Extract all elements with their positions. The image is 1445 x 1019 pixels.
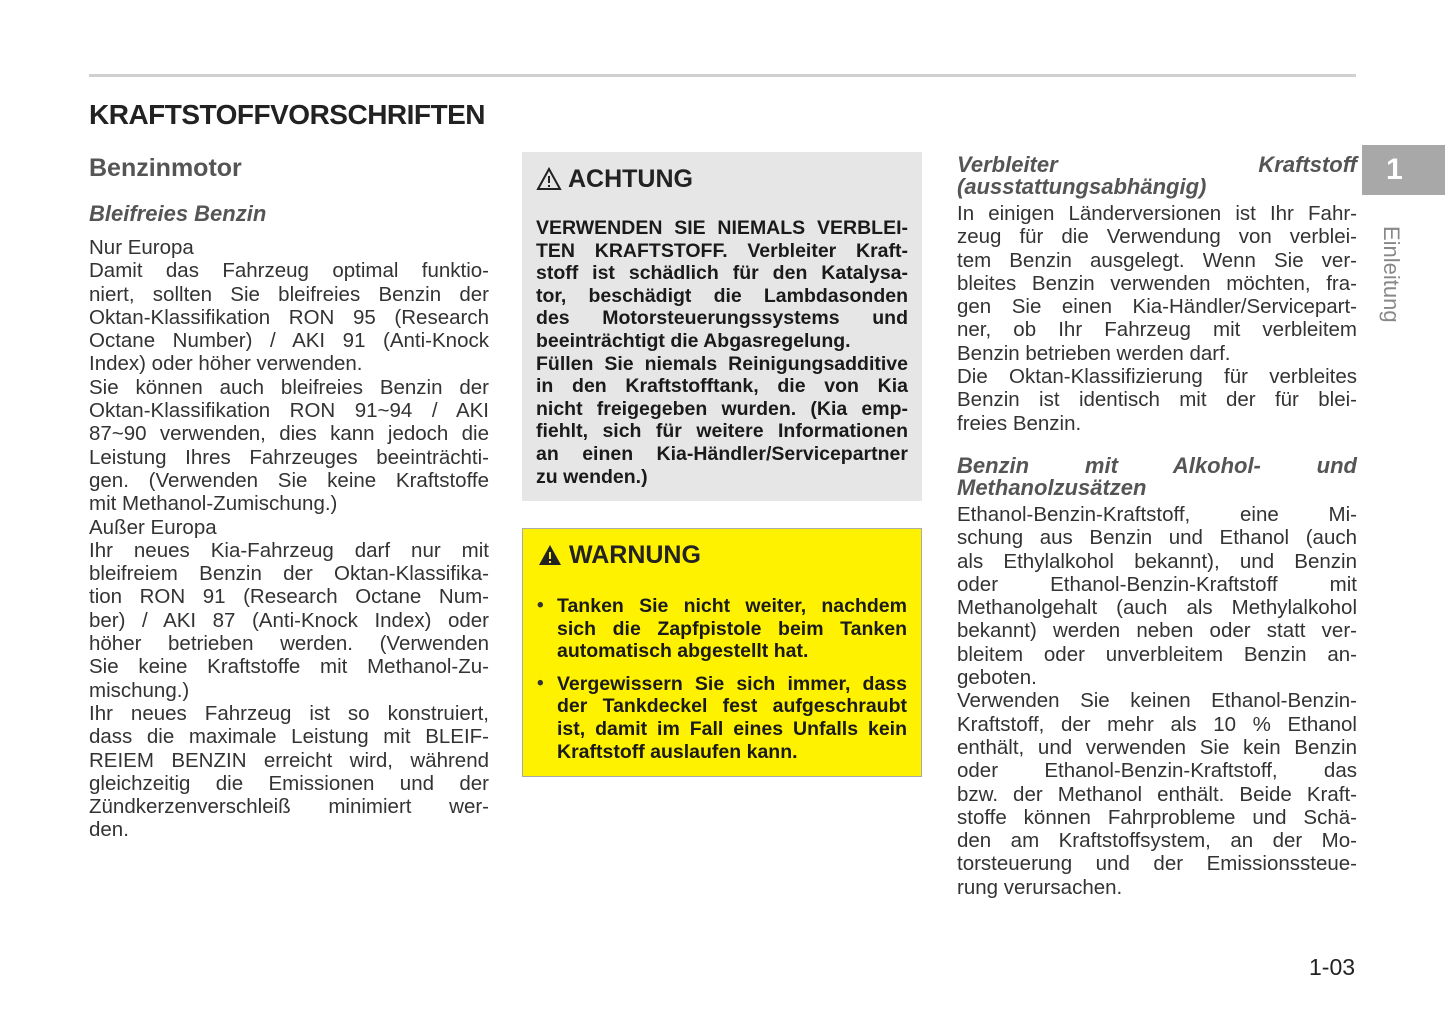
warning-bullet-item [537,595,907,663]
text-line: Benzin ist identisch mit der für blei- [957,388,1357,412]
section-subheading: Benzin mit Alkohol- und [957,452,1357,478]
achtung-title-text: ACHTUNG [568,165,693,193]
paragraph [89,539,489,702]
text-line: Die Oktan-Klassifizierung für verbleites [957,365,1357,389]
text-line: torsteuerung und der Emissionssteue- [957,852,1357,876]
text-line: den. [89,818,129,842]
text-line: Oktan-Klassifikation RON 91~94 / AKI [89,399,489,423]
warnung-title [537,540,907,570]
text-line: • Vergewissern Sie sich immer, dass [557,672,907,695]
page-number: 1-03 [1309,954,1356,980]
section-subheading: Verbleiter Kraftstoff [957,152,1357,177]
warning-filled-icon [537,543,563,567]
text-line: • Tanken Sie nicht weiter, nachdem [557,595,907,617]
text-line: REIEM BENZIN erreicht wird, während [89,748,489,772]
right-section [957,452,1357,899]
text-line: Kraftstoff auslaufen kann. [557,740,798,763]
paragraph [957,365,1357,435]
text-line: stoffe können Fahrprobleme und Schä- [957,805,1357,829]
paragraph [89,236,489,259]
text-line: freies Benzin. [957,411,1082,435]
text-line: bzw. der Methanol enthält. Beide Kraft- [957,782,1357,806]
left-body [89,236,489,842]
paragraph [89,376,489,516]
text-line: tion RON 91 (Research Octane Num- [89,585,489,609]
text-line: geboten. [957,666,1037,690]
text-line: dass die maximale Leistung mit BLEIF- [89,725,489,749]
text-line: automatisch abgestellt hat. [557,640,809,663]
text-line: tem Benzin ausgelegt. Wenn Sie ver- [957,248,1357,272]
text-line: Außer Europa [89,515,217,539]
warnung-title-text: WARNUNG [569,541,701,569]
paragraph [557,673,907,763]
text-line: Ethanol-Benzin-Kraftstoff, eine Mi- [957,502,1357,526]
text-line: gleichzeitig die Emissionen und der [89,771,489,795]
text-line: Kraftstoff, der mehr als 10 % Ethanol [957,712,1357,736]
text-line: bleitem oder unverbleitem Benzin an- [957,642,1357,666]
warnung-box [522,528,922,777]
text-line: Sie können auch bleifreies Benzin der [89,375,489,399]
paragraph [89,259,489,375]
chapter-tab[interactable]: 1 [1362,145,1445,195]
text-line: beeinträchtigt die Abgasregelung. [536,329,851,352]
section-heading: Benzinmotor [89,154,242,182]
section-subheading: Methanolzusätzen [957,474,1147,500]
section-body [957,503,1357,899]
text-line: Oktan-Klassifikation RON 95 (Research [89,305,489,329]
section-subheading: (ausstattungsabhängig) [957,174,1207,199]
text-line: tor, beschädigt die Lambdasonden [536,284,908,307]
text-line: zu wenden.) [536,465,648,488]
text-line: 87~90 verwenden, dies kann jedoch die [89,422,489,446]
chapter-label: Einleitung [1379,226,1404,323]
text-line: mit Methanol-Zumischung.) [89,492,338,516]
page-title: KRAFTSTOFFVORSCHRIFTEN [89,99,486,130]
text-line: gen. (Verwenden Sie keine Kraftstoffe [89,468,489,492]
subheading: Bleifreies Benzin [89,201,267,226]
text-line: ner, ob Ihr Fahrzeug mit verbleitem [957,318,1357,342]
paragraph [89,702,489,842]
text-line: mischung.) [89,678,190,702]
text-line: den am Kraftstoffsystem, an der Mo- [957,829,1357,853]
warning-outline-icon [536,167,562,191]
text-line: Methanolgehalt (auch als Methylalkohol [957,596,1357,620]
text-line: Nur Europa [89,236,194,259]
text-line: zeug für die Verwendung von verblei- [957,225,1357,249]
text-line: Verwenden Sie keinen Ethanol-Benzin- [957,689,1357,713]
text-line: In einigen Länderversionen ist Ihr Fahr- [957,202,1357,225]
left-column [89,153,489,842]
text-line: Damit das Fahrzeug optimal funktio- [89,259,489,283]
text-line: gen Sie einen Kia-Händler/Servicepart- [957,295,1357,319]
text-line: der Tankdeckel fest aufgeschraubt [557,695,907,718]
text-line: bekannt) werden neben oder statt ver- [957,619,1357,643]
text-line: ber) / AKI 87 (Anti-Knock Index) oder [89,608,489,632]
text-line: als Ethylalkohol bekannt), und Benzin [957,549,1357,573]
paragraph [89,516,489,539]
text-line: VERWENDEN SIE NIEMALS VERBLEI- [536,217,908,239]
section-body [957,202,1357,435]
top-rule [89,74,1356,77]
paragraph [957,689,1357,899]
achtung-title [536,164,908,194]
warnung-list [537,595,907,763]
text-line: schung aus Benzin und Ethanol (auch [957,526,1357,550]
text-line: Benzin betrieben werden darf. [957,341,1231,365]
text-line: Zündkerzenverschleiß minimiert wer- [89,795,489,819]
text-line: TEN KRAFTSTOFF. Verbleiter Kraft- [536,239,908,262]
text-line: des Motorsteuerungssystems und [536,307,908,330]
text-line: enthält, und verwenden Sie kein Benzin [957,735,1357,759]
warning-bullet-item [537,673,907,763]
paragraph [957,202,1357,365]
text-line: Index) oder höher verwenden. [89,352,363,376]
text-line: sich die Zapfpistole beim Tanken [557,617,907,640]
text-line: nicht freigegeben wurden. (Kia emp- [536,397,908,420]
text-line: in den Kraftstofftank, die von Kia [536,375,908,398]
text-line: stoff ist schädlich für den Katalysa- [536,262,908,285]
text-line: niert, sollten Sie bleifreies Benzin der [89,282,489,306]
text-line: fiehlt, sich für weitere Informationen [536,420,908,443]
text-line: bleites Benzin verwenden möchten, fra- [957,271,1357,295]
text-line: höher betrieben werden. (Verwenden [89,632,489,656]
paragraph [536,353,908,489]
achtung-box [522,152,922,501]
text-line: oder Ethanol-Benzin-Kraftstoff mit [957,572,1357,596]
paragraph [536,217,908,353]
text-line: Ihr neues Fahrzeug ist so konstruiert, [89,701,489,725]
paragraph [957,503,1357,689]
text-line: Sie keine Kraftstoffe mit Methanol-Zu- [89,655,489,679]
paragraph [557,595,907,663]
text-line: oder Ethanol-Benzin-Kraftstoff, das [957,759,1357,783]
right-section [957,154,1357,435]
text-line: Ihr neues Kia-Fahrzeug darf nur mit [89,538,489,562]
text-line: an einen Kia-Händler/Servicepartner [536,442,908,465]
text-line: Füllen Sie niemals Reinigungsadditive [536,352,908,375]
text-line: Leistung Ihres Fahrzeuges beeinträchti- [89,445,489,469]
text-line: Octane Number) / AKI 91 (Anti-Knock [89,329,489,353]
text-line: bleifreiem Benzin der Oktan-Klassifika- [89,562,489,586]
right-column [957,154,1357,899]
text-line: rung verursachen. [957,875,1123,899]
achtung-body [536,217,908,488]
text-line: ist, damit im Fall eines Unfalls kein [557,717,907,740]
